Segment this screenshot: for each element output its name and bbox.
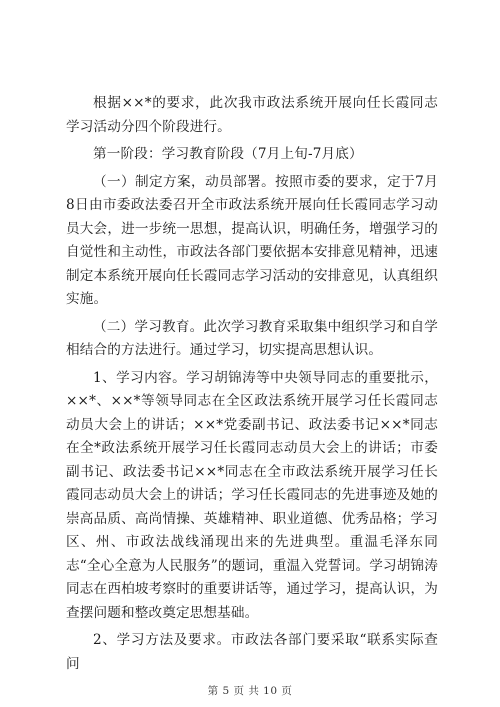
paragraph-intro: 根据××*的要求，此次我市政法系统开展向任长霞同志学习活动分四个阶段进行。 — [66, 95, 438, 135]
document-body — [66, 92, 438, 676]
paragraph-study-content: 1、学习内容。学习胡锦涛等中央领导同志的重要批示，××*、××*等领导同志在全区政法系统开展学习任长霞同志动员大会上的讲话；××*党委副书记、政法委书记××*同志在全*政法系统开展学习任长霞同志动员大会上的讲话；市委副书记、政法委书记××*同志在全市政法系统开展学习任长霞同志动员大会上的讲话；学习任长霞同志的先进事迹及她的崇高品质、高尚情操、英雄精神、职业道德、优秀品格；学习区、州、市政法战线涌现出来的先进典型。重温毛泽东同志“全心全意为人民服务”的题词，重温入党誓词。学习胡锦涛同志在西柏坡考察时的重要讲话等，通过学习，提高认识，为查摆问题和整改奠定思想基础。 — [66, 369, 438, 621]
paragraph-plan-mobilization: （一）制定方案，动员部署。按照市委的要求，定于7月8日由市委政法委召开全市政法系统开展向任长霞同志学习动员大会，进一步统一思想，提高认识，明确任务，增强学习的自觉性和主动性，市政法各部门要依据本安排意见精神，迅速制定本系统开展向任长霞同志学习活动的安排意见，认真组织实施。 — [66, 173, 438, 307]
paragraph-phase-one-heading: 第一阶段：学习教育阶段（7月上旬-7月底） — [93, 146, 363, 162]
paragraph-study-education: （二）学习教育。此次学习教育采取集中组织学习和自学相结合的方法进行。通过学习，切实提高思想认识。 — [66, 318, 438, 358]
page-number-footer: 第 5 页 共 10 页 — [207, 685, 293, 697]
paragraph-study-method: 2、学习方法及要求。市政法各部门要采取“联系实际查问 — [66, 632, 438, 672]
